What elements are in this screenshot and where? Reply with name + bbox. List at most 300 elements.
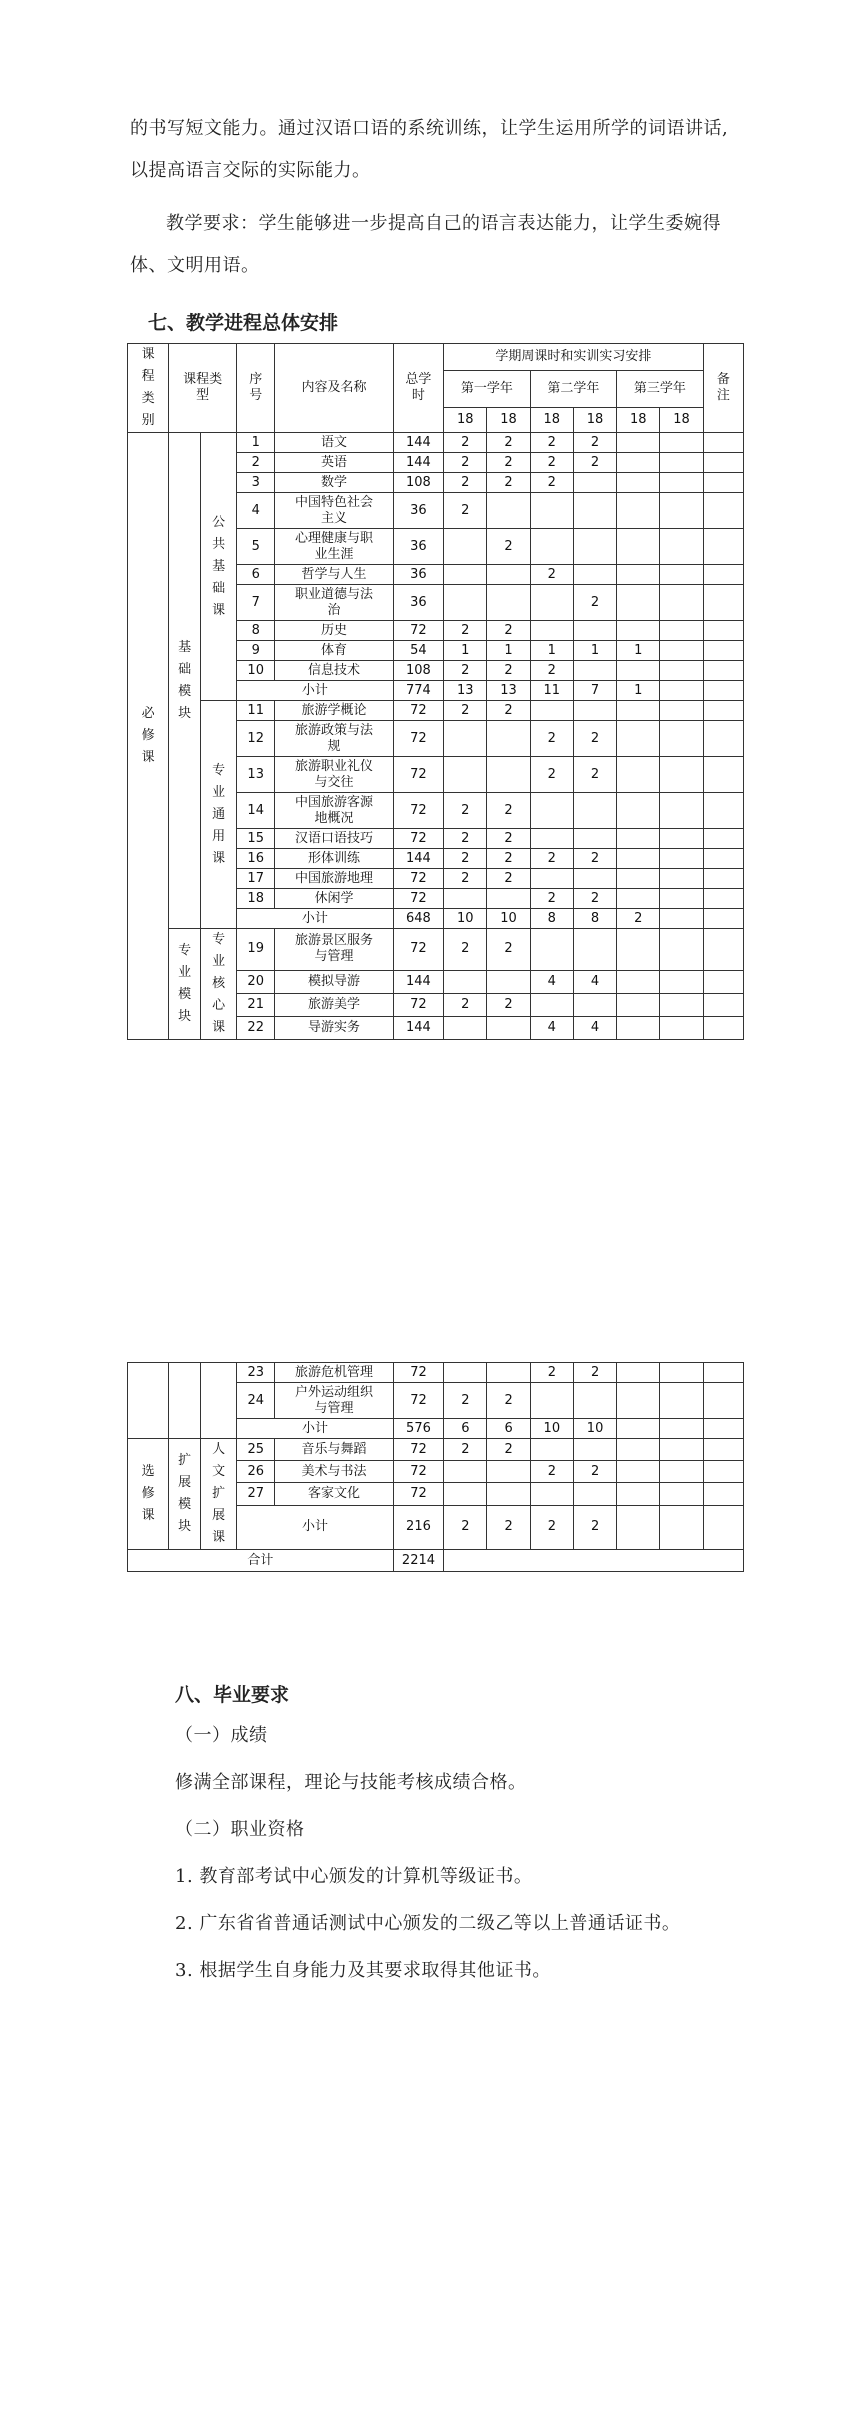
semester-hours-cell: 4 bbox=[573, 970, 616, 993]
semester-hours-cell: 2 bbox=[444, 829, 487, 849]
remark-cell bbox=[703, 493, 743, 529]
remark-cell bbox=[703, 849, 743, 869]
semester-hours-cell bbox=[444, 529, 487, 565]
semester-hours-cell bbox=[444, 1483, 487, 1505]
week-cell: 18 bbox=[660, 407, 703, 432]
course-name: 信息技术 bbox=[275, 661, 393, 681]
semester-hours-cell: 2 bbox=[444, 793, 487, 829]
remark-cell bbox=[703, 721, 743, 757]
grades-text: 修满全部课程，理论与技能考核成绩合格。 bbox=[175, 1772, 527, 1793]
row-no: 3 bbox=[237, 473, 275, 493]
total-hours: 36 bbox=[393, 585, 443, 621]
total-hours: 72 bbox=[393, 757, 443, 793]
week-cell: 18 bbox=[573, 407, 616, 432]
total-hours: 144 bbox=[393, 453, 443, 473]
semester-hours-cell bbox=[573, 701, 616, 721]
semester-hours-cell bbox=[660, 621, 703, 641]
semester-hours-cell: 2 bbox=[530, 473, 573, 493]
semester-hours-cell bbox=[617, 993, 660, 1016]
semester-hours-cell bbox=[444, 721, 487, 757]
semester-hours-cell bbox=[617, 757, 660, 793]
semester-hours-cell: 6 bbox=[487, 1419, 530, 1439]
course-name: 旅游政策与法规 bbox=[275, 721, 393, 757]
course-name: 语文 bbox=[275, 433, 393, 453]
semester-hours-cell: 10 bbox=[573, 1419, 616, 1439]
header-hours: 总学时 bbox=[393, 344, 443, 433]
semester-hours-cell bbox=[487, 493, 530, 529]
course-name: 旅游学概论 bbox=[275, 701, 393, 721]
semester-hours-cell bbox=[617, 473, 660, 493]
semester-hours-cell: 2 bbox=[530, 1461, 573, 1483]
total-hours: 144 bbox=[393, 1016, 443, 1039]
semester-hours-cell bbox=[573, 793, 616, 829]
semester-hours-cell bbox=[444, 970, 487, 993]
course-name: 职业道德与法治 bbox=[275, 585, 393, 621]
total-hours: 72 bbox=[393, 869, 443, 889]
semester-hours-cell: 2 bbox=[573, 1461, 616, 1483]
semester-hours-cell bbox=[487, 889, 530, 909]
qualification-item-2: 2. 广东省省普通话测试中心颁发的二级乙等以上普通话证书。 bbox=[175, 1913, 681, 1934]
semester-hours-cell bbox=[573, 829, 616, 849]
qualification-item-3: 3. 根据学生自身能力及其要求取得其他证书。 bbox=[175, 1960, 551, 1981]
subtotal-label: 小计 bbox=[237, 1419, 394, 1439]
remark-cell bbox=[703, 453, 743, 473]
semester-hours-cell bbox=[530, 929, 573, 971]
semester-hours-cell bbox=[444, 565, 487, 585]
semester-hours-cell: 2 bbox=[530, 1505, 573, 1549]
header-year-2: 第二学年 bbox=[530, 371, 617, 408]
semester-hours-cell: 1 bbox=[487, 641, 530, 661]
semester-hours-cell bbox=[530, 621, 573, 641]
row-no: 19 bbox=[237, 929, 275, 971]
remark-cell bbox=[703, 1505, 743, 1549]
subtotal-label: 小计 bbox=[237, 1505, 394, 1549]
course-name: 中国旅游地理 bbox=[275, 869, 393, 889]
row-no: 6 bbox=[237, 565, 275, 585]
semester-hours-cell bbox=[573, 1439, 616, 1461]
course-name: 形体训练 bbox=[275, 849, 393, 869]
semester-hours-cell bbox=[617, 661, 660, 681]
semester-hours-cell: 11 bbox=[530, 681, 573, 701]
semester-hours-cell: 13 bbox=[487, 681, 530, 701]
remark-cell bbox=[703, 641, 743, 661]
semester-hours-cell bbox=[573, 1483, 616, 1505]
semester-hours-cell bbox=[660, 473, 703, 493]
semester-hours-cell bbox=[487, 1483, 530, 1505]
semester-hours-cell: 2 bbox=[573, 757, 616, 793]
total-hours: 72 bbox=[393, 701, 443, 721]
remark-cell bbox=[703, 829, 743, 849]
semester-hours-cell bbox=[530, 701, 573, 721]
course-name: 数学 bbox=[275, 473, 393, 493]
semester-hours-cell bbox=[617, 721, 660, 757]
semester-hours-cell: 2 bbox=[444, 433, 487, 453]
semester-hours-cell bbox=[573, 493, 616, 529]
semester-hours-cell bbox=[573, 473, 616, 493]
total-hours: 72 bbox=[393, 621, 443, 641]
semester-hours-cell bbox=[617, 701, 660, 721]
semester-hours-cell bbox=[530, 793, 573, 829]
row-no: 26 bbox=[237, 1461, 275, 1483]
semester-hours-cell: 2 bbox=[487, 1439, 530, 1461]
schedule-table-part-1 bbox=[127, 343, 744, 1040]
remark-cell bbox=[703, 1461, 743, 1483]
semester-hours-cell: 10 bbox=[530, 1419, 573, 1439]
total-label: 合计 bbox=[128, 1550, 394, 1572]
table-row bbox=[128, 433, 744, 453]
remark-cell bbox=[703, 1439, 743, 1461]
total-hours: 144 bbox=[393, 849, 443, 869]
header-type: 课程类型 bbox=[169, 344, 237, 433]
semester-hours-cell: 2 bbox=[530, 661, 573, 681]
remark-cell bbox=[703, 993, 743, 1016]
semester-hours-cell: 2 bbox=[487, 993, 530, 1016]
semester-hours-cell bbox=[573, 565, 616, 585]
semester-hours-cell bbox=[573, 929, 616, 971]
row-no: 8 bbox=[237, 621, 275, 641]
semester-hours-cell: 2 bbox=[530, 565, 573, 585]
semester-hours-cell bbox=[530, 1383, 573, 1419]
semester-hours-cell: 2 bbox=[444, 621, 487, 641]
row-no: 4 bbox=[237, 493, 275, 529]
remark-cell bbox=[703, 793, 743, 829]
semester-hours-cell bbox=[660, 869, 703, 889]
total-hours: 72 bbox=[393, 889, 443, 909]
semester-hours-cell bbox=[617, 970, 660, 993]
semester-hours-cell: 1 bbox=[573, 641, 616, 661]
week-cell: 18 bbox=[617, 407, 660, 432]
row-no: 1 bbox=[237, 433, 275, 453]
semester-hours-cell bbox=[660, 1419, 703, 1439]
semester-hours-cell bbox=[530, 993, 573, 1016]
header-no: 序号 bbox=[237, 344, 275, 433]
semester-hours-cell: 2 bbox=[487, 621, 530, 641]
semester-hours-cell: 2 bbox=[530, 849, 573, 869]
total-hours: 72 bbox=[393, 1383, 443, 1419]
semester-hours-cell: 2 bbox=[487, 701, 530, 721]
semester-hours-cell: 2 bbox=[573, 433, 616, 453]
course-name: 旅游危机管理 bbox=[275, 1363, 393, 1383]
semester-hours-cell bbox=[487, 565, 530, 585]
remark-cell bbox=[703, 661, 743, 681]
course-name: 音乐与舞蹈 bbox=[275, 1439, 393, 1461]
semester-hours-cell bbox=[487, 1461, 530, 1483]
header-year-1: 第一学年 bbox=[444, 371, 531, 408]
semester-hours-cell: 10 bbox=[444, 909, 487, 929]
type-core-cont bbox=[201, 1363, 237, 1439]
row-no: 18 bbox=[237, 889, 275, 909]
semester-hours-cell: 2 bbox=[573, 585, 616, 621]
row-no: 13 bbox=[237, 757, 275, 793]
semester-hours-cell bbox=[617, 1461, 660, 1483]
semester-hours-cell bbox=[660, 701, 703, 721]
semester-hours-cell: 2 bbox=[530, 757, 573, 793]
semester-hours-cell bbox=[617, 621, 660, 641]
total-hours: 72 bbox=[393, 829, 443, 849]
semester-hours-cell: 2 bbox=[444, 701, 487, 721]
intro-paragraph-2: 教学要求：学生能够进一步提高自己的语言表达能力，让学生委婉得体、文明用语。 bbox=[130, 213, 721, 276]
header-year-3: 第三学年 bbox=[617, 371, 704, 408]
semester-hours-cell bbox=[617, 433, 660, 453]
semester-hours-cell bbox=[617, 493, 660, 529]
semester-hours-cell: 2 bbox=[444, 993, 487, 1016]
module-major: 专业模块 bbox=[169, 929, 201, 1040]
semester-hours-cell bbox=[444, 757, 487, 793]
semester-hours-cell bbox=[617, 793, 660, 829]
remark-cell bbox=[703, 1383, 743, 1419]
semester-hours-cell bbox=[660, 1439, 703, 1461]
row-no: 27 bbox=[237, 1483, 275, 1505]
semester-hours-cell: 2 bbox=[444, 869, 487, 889]
row-no: 16 bbox=[237, 849, 275, 869]
remark-cell bbox=[703, 970, 743, 993]
semester-hours-cell bbox=[530, 829, 573, 849]
semester-hours-cell bbox=[660, 681, 703, 701]
semester-hours-cell bbox=[660, 641, 703, 661]
semester-hours-cell: 2 bbox=[573, 721, 616, 757]
remark-cell bbox=[703, 565, 743, 585]
remark-cell bbox=[703, 681, 743, 701]
total-hours: 144 bbox=[393, 433, 443, 453]
semester-hours-cell bbox=[660, 1461, 703, 1483]
total-hours: 72 bbox=[393, 1363, 443, 1383]
semester-hours-cell bbox=[617, 585, 660, 621]
total-hours: 72 bbox=[393, 993, 443, 1016]
section-8-title: 八、毕业要求 bbox=[175, 1684, 290, 1706]
row-no: 12 bbox=[237, 721, 275, 757]
subtotal-hours: 576 bbox=[393, 1419, 443, 1439]
semester-hours-cell bbox=[530, 529, 573, 565]
subtotal-hours: 216 bbox=[393, 1505, 443, 1549]
semester-hours-cell: 2 bbox=[444, 1383, 487, 1419]
remark-cell bbox=[703, 1419, 743, 1439]
semester-hours-cell bbox=[617, 1363, 660, 1383]
semester-hours-cell bbox=[444, 1461, 487, 1483]
semester-hours-cell: 2 bbox=[444, 453, 487, 473]
semester-hours-cell bbox=[617, 829, 660, 849]
subtotal-label: 小计 bbox=[237, 909, 394, 929]
remark-cell bbox=[703, 529, 743, 565]
semester-hours-cell: 2 bbox=[573, 453, 616, 473]
header-category: 课程类别 bbox=[128, 344, 169, 433]
type-humanity: 人文扩展课 bbox=[201, 1439, 237, 1550]
semester-hours-cell: 2 bbox=[487, 529, 530, 565]
row-no: 17 bbox=[237, 869, 275, 889]
semester-hours-cell bbox=[617, 1439, 660, 1461]
course-name: 户外运动组织与管理 bbox=[275, 1383, 393, 1419]
total-row bbox=[128, 1550, 744, 1572]
semester-hours-cell: 2 bbox=[487, 453, 530, 473]
semester-hours-cell: 2 bbox=[487, 1505, 530, 1549]
semester-hours-cell: 2 bbox=[573, 849, 616, 869]
semester-hours-cell: 2 bbox=[487, 929, 530, 971]
row-no: 23 bbox=[237, 1363, 275, 1383]
table-row bbox=[128, 929, 744, 971]
semester-hours-cell bbox=[617, 1419, 660, 1439]
semester-hours-cell bbox=[617, 565, 660, 585]
semester-hours-cell bbox=[530, 585, 573, 621]
total-hours: 72 bbox=[393, 721, 443, 757]
row-no: 7 bbox=[237, 585, 275, 621]
total-hours: 72 bbox=[393, 793, 443, 829]
course-name: 哲学与人生 bbox=[275, 565, 393, 585]
remark-cell bbox=[703, 473, 743, 493]
week-cell: 18 bbox=[530, 407, 573, 432]
remark-cell bbox=[703, 869, 743, 889]
semester-hours-cell bbox=[660, 1016, 703, 1039]
semester-hours-cell: 2 bbox=[487, 473, 530, 493]
course-name: 旅游美学 bbox=[275, 993, 393, 1016]
category-required-cont bbox=[128, 1363, 169, 1439]
semester-hours-cell: 2 bbox=[444, 493, 487, 529]
semester-hours-cell: 2 bbox=[487, 1383, 530, 1419]
qualification-item-1: 1. 教育部考试中心颁发的计算机等级证书。 bbox=[175, 1866, 533, 1887]
semester-hours-cell: 10 bbox=[487, 909, 530, 929]
semester-hours-cell bbox=[573, 993, 616, 1016]
remark-cell bbox=[703, 757, 743, 793]
row-no: 5 bbox=[237, 529, 275, 565]
module-basic: 基础模块 bbox=[169, 433, 201, 929]
total-hours: 2214 bbox=[393, 1550, 443, 1572]
semester-hours-cell bbox=[530, 869, 573, 889]
semester-hours-cell bbox=[660, 433, 703, 453]
semester-hours-cell bbox=[573, 621, 616, 641]
course-name: 中国旅游客源地概况 bbox=[275, 793, 393, 829]
total-hours: 108 bbox=[393, 473, 443, 493]
module-extend: 扩展模块 bbox=[169, 1439, 201, 1550]
semester-hours-cell bbox=[530, 1483, 573, 1505]
subtotal-hours: 774 bbox=[393, 681, 443, 701]
semester-hours-cell bbox=[573, 661, 616, 681]
semester-hours-cell bbox=[660, 757, 703, 793]
table-row bbox=[128, 1439, 744, 1461]
semester-hours-cell bbox=[660, 909, 703, 929]
module-major-cont bbox=[169, 1363, 201, 1439]
semester-hours-cell bbox=[573, 529, 616, 565]
remark-cell bbox=[703, 433, 743, 453]
semester-hours-cell: 2 bbox=[573, 889, 616, 909]
semester-hours-cell bbox=[660, 1383, 703, 1419]
semester-hours-cell: 2 bbox=[444, 473, 487, 493]
header-weekly: 学期周课时和实训实习安排 bbox=[444, 344, 704, 371]
semester-hours-cell: 2 bbox=[444, 929, 487, 971]
remark-cell bbox=[703, 1363, 743, 1383]
semester-hours-cell bbox=[660, 721, 703, 757]
semester-hours-cell bbox=[660, 1363, 703, 1383]
semester-hours-cell bbox=[660, 493, 703, 529]
semester-hours-cell: 4 bbox=[573, 1016, 616, 1039]
course-name: 中国特色社会主义 bbox=[275, 493, 393, 529]
semester-hours-cell: 4 bbox=[530, 1016, 573, 1039]
table-row bbox=[128, 1363, 744, 1383]
category-required: 必修课 bbox=[128, 433, 169, 1040]
course-name: 旅游职业礼仪与交往 bbox=[275, 757, 393, 793]
semester-hours-cell bbox=[487, 585, 530, 621]
semester-hours-cell: 4 bbox=[530, 970, 573, 993]
row-no: 20 bbox=[237, 970, 275, 993]
semester-hours-cell bbox=[660, 889, 703, 909]
semester-hours-cell bbox=[660, 793, 703, 829]
course-name: 历史 bbox=[275, 621, 393, 641]
total-hours: 108 bbox=[393, 661, 443, 681]
remark-cell bbox=[703, 1483, 743, 1505]
semester-hours-cell bbox=[660, 585, 703, 621]
semester-hours-cell bbox=[660, 829, 703, 849]
week-cell: 18 bbox=[444, 407, 487, 432]
semester-hours-cell bbox=[660, 993, 703, 1016]
semester-hours-cell: 2 bbox=[530, 1363, 573, 1383]
semester-hours-cell bbox=[444, 889, 487, 909]
total-hours: 144 bbox=[393, 970, 443, 993]
semester-hours-cell: 2 bbox=[573, 1505, 616, 1549]
row-no: 10 bbox=[237, 661, 275, 681]
total-hours: 54 bbox=[393, 641, 443, 661]
semester-hours-cell bbox=[573, 869, 616, 889]
semester-hours-cell bbox=[487, 757, 530, 793]
semester-hours-cell: 2 bbox=[444, 1505, 487, 1549]
semester-hours-cell bbox=[660, 661, 703, 681]
semester-hours-cell bbox=[660, 929, 703, 971]
semester-hours-cell bbox=[487, 1016, 530, 1039]
total-hours: 36 bbox=[393, 529, 443, 565]
schedule-table-part-2 bbox=[127, 1362, 744, 1572]
semester-hours-cell: 2 bbox=[444, 849, 487, 869]
semester-hours-cell: 2 bbox=[530, 433, 573, 453]
semester-hours-cell: 7 bbox=[573, 681, 616, 701]
semester-hours-cell bbox=[617, 849, 660, 869]
semester-hours-cell bbox=[617, 1505, 660, 1549]
course-name: 模拟导游 bbox=[275, 970, 393, 993]
semester-hours-cell bbox=[617, 1016, 660, 1039]
semester-hours-cell: 2 bbox=[487, 829, 530, 849]
semester-hours-cell bbox=[660, 970, 703, 993]
total-hours: 36 bbox=[393, 493, 443, 529]
total-hours: 72 bbox=[393, 1461, 443, 1483]
row-no: 14 bbox=[237, 793, 275, 829]
semester-hours-cell: 2 bbox=[444, 661, 487, 681]
type-public: 公共基础课 bbox=[201, 433, 237, 701]
semester-hours-cell: 2 bbox=[573, 1363, 616, 1383]
semester-hours-cell bbox=[660, 1483, 703, 1505]
semester-hours-cell bbox=[660, 565, 703, 585]
remark-cell bbox=[703, 621, 743, 641]
remark-cell bbox=[703, 909, 743, 929]
header-content: 内容及名称 bbox=[275, 344, 393, 433]
week-cell: 18 bbox=[487, 407, 530, 432]
course-name: 心理健康与职业生涯 bbox=[275, 529, 393, 565]
semester-hours-cell bbox=[530, 1439, 573, 1461]
semester-hours-cell bbox=[660, 849, 703, 869]
semester-hours-cell: 8 bbox=[573, 909, 616, 929]
row-no: 25 bbox=[237, 1439, 275, 1461]
semester-hours-cell bbox=[617, 869, 660, 889]
total-hours: 36 bbox=[393, 565, 443, 585]
semester-hours-cell bbox=[617, 929, 660, 971]
semester-hours-cell bbox=[660, 453, 703, 473]
course-name: 客家文化 bbox=[275, 1483, 393, 1505]
intro-paragraph-1: 的书写短文能力。通过汉语口语的系统训练，让学生运用所学的词语讲话, 以提高语言交际的实际能力。 bbox=[130, 118, 729, 181]
course-name: 休闲学 bbox=[275, 889, 393, 909]
row-no: 2 bbox=[237, 453, 275, 473]
row-no: 9 bbox=[237, 641, 275, 661]
semester-hours-cell: 6 bbox=[444, 1419, 487, 1439]
remark-cell bbox=[703, 929, 743, 971]
semester-hours-cell: 1 bbox=[444, 641, 487, 661]
semester-hours-cell: 2 bbox=[487, 433, 530, 453]
semester-hours-cell bbox=[617, 529, 660, 565]
course-name: 汉语口语技巧 bbox=[275, 829, 393, 849]
row-no: 21 bbox=[237, 993, 275, 1016]
